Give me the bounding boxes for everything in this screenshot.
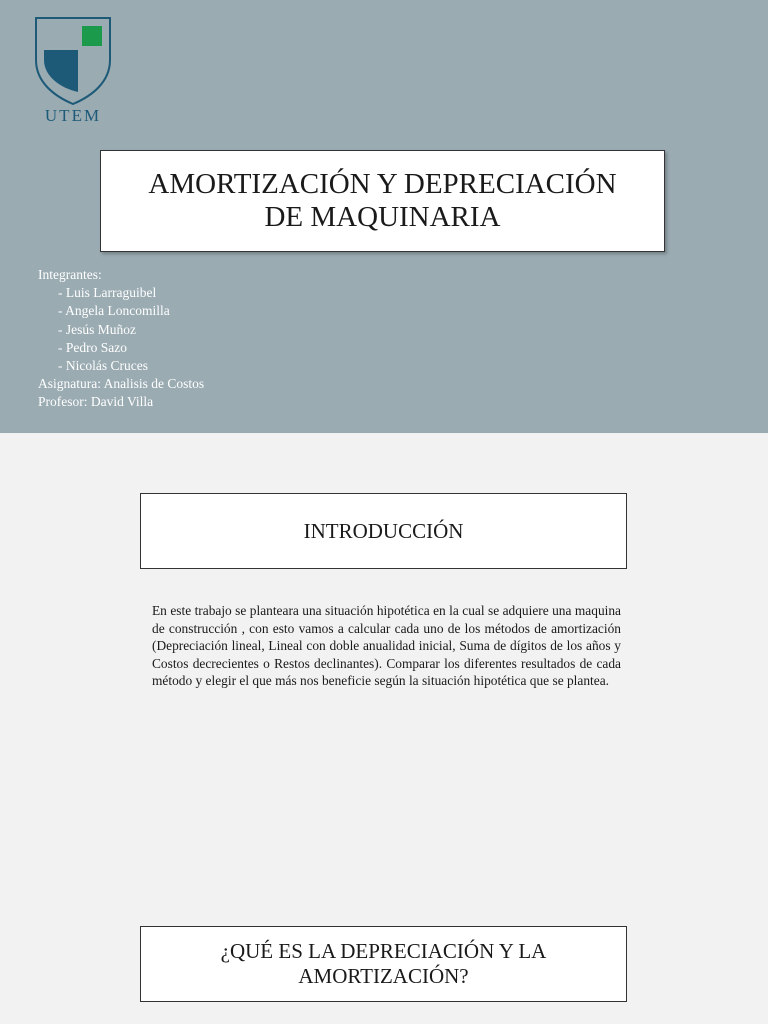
question-line-2: AMORTIZACIÓN? [298,964,469,988]
intro-heading: INTRODUCCIÓN [303,518,464,543]
utem-shield-icon [30,14,116,106]
member-item: - Pedro Sazo [58,339,127,355]
question-line-1: ¿QUÉ ES LA DEPRECIACIÓN Y LA [220,939,547,963]
member-item: - Luis Larraguibel [58,285,157,301]
utem-logo [30,14,116,124]
member-item: - Angela Loncomilla [58,303,170,319]
intro-heading-box [140,493,627,569]
member-item: - Nicolás Cruces [58,358,148,374]
page-title [101,168,664,234]
intro-paragraph: En este trabajo se planteara una situación hipotética en la cual se adquiere una maquina de construcción , con esto vamos a calcular cada uno de los métodos de amortización (Depreciación lineal, Lineal con doble anualidad inicial, Suma de dígitos de los años y Costos decrecientes o Restos declinantes). Comparar los diferentes resultados de cada método y elegir el que más nos beneficie según la situación hipotética que se plantea. [152,603,621,688]
info-block [38,266,204,412]
title-line-2: DE MAQUINARIA [264,201,501,233]
logo-text: UTEM [44,106,102,125]
asignatura-text: Asignatura: Analisis de Costos [38,376,205,392]
integrantes-label: Integrantes: [38,267,102,282]
title-line-1: AMORTIZACIÓN Y DEPRECIACIÓN [148,168,617,200]
title-box [100,150,665,252]
profesor-text: Profesor: David Villa [38,394,154,410]
question-heading-box [140,926,627,1002]
question-heading [221,939,547,989]
member-item: - Jesús Muñoz [58,321,136,337]
